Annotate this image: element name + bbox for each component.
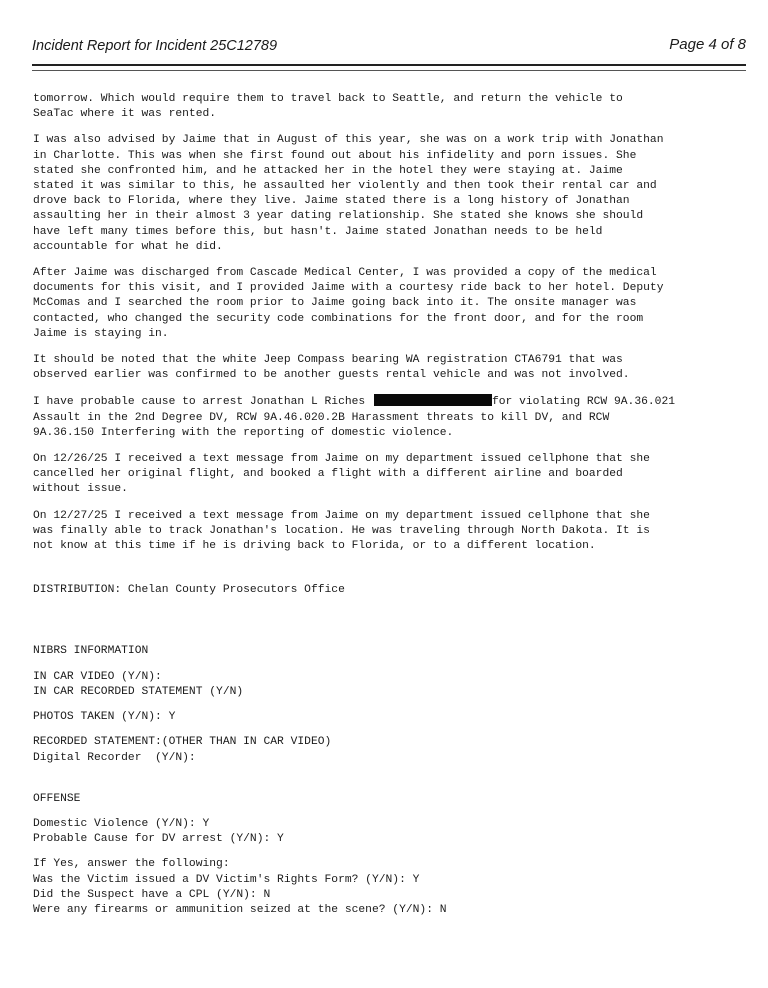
text-line: drove back to Florida, where they live. Jaime stated there is a long history of Jonathan [33, 195, 630, 208]
digital-recorder-field: Digital Recorder (Y/N): [33, 751, 196, 764]
if-yes-line: If Yes, answer the following: [33, 858, 230, 871]
text-line: observed earlier was confirmed to be another guests rental vehicle and was not involved. [33, 369, 630, 382]
text-line [33, 394, 748, 410]
header-rule-thin [32, 70, 746, 71]
narrative-paragraph [33, 266, 748, 342]
suspect-cpl-field: Did the Suspect have a CPL (Y/N): N [33, 888, 271, 901]
narrative-paragraph [33, 92, 748, 122]
in-car-video-field: IN CAR VIDEO (Y/N): [33, 670, 162, 683]
text-line: accountable for what he did. [33, 240, 223, 253]
recorded-statement-field: RECORDED STATEMENT:(OTHER THAN IN CAR VIDEO) [33, 736, 332, 749]
report-header [32, 38, 746, 60]
page-number: Page 4 of 8 [669, 36, 746, 53]
narrative-paragraph [33, 452, 748, 498]
text-line: was finally able to track Jonathan's location. He was traveling through North Dakota. It is [33, 524, 650, 537]
text-line: Assault in the 2nd Degree DV, RCW 9A.46.020.2B Harassment threats to kill DV, and RCW [33, 411, 610, 424]
distribution-line: DISTRIBUTION: Chelan County Prosecutors Office [33, 584, 345, 597]
text-line: tomorrow. Which would require them to travel back to Seattle, and return the vehicle to [33, 93, 623, 105]
domestic-violence-field: Domestic Violence (Y/N): Y [33, 817, 210, 830]
offense-section [33, 792, 748, 918]
text-segment: for violating RCW 9A.36.021 [491, 396, 676, 409]
probable-cause-field: Probable Cause for DV arrest (Y/N): Y [33, 833, 284, 846]
text-line: documents for this visit, and I provided Jaime with a courtesy ride back to her hotel. Deputy [33, 282, 664, 295]
text-line: It should be noted that the white Jeep Compass bearing WA registration CTA6791 that was [33, 354, 623, 367]
text-line: in Charlotte. This was when she first found out about his infidelity and porn issues. She [33, 149, 637, 162]
narrative-paragraph [33, 353, 748, 383]
text-line: cancelled her original flight, and booked a flight with a different airline and boarded [33, 468, 623, 481]
text-line: stated it was similar to this, he assaulted her violently and then took their rental car and [33, 180, 657, 193]
text-line: Jaime is staying in. [33, 327, 169, 340]
text-line: have left many times before this, but hasn't. Jaime stated Jonathan needs to be held [33, 225, 603, 238]
text-line: On 12/26/25 I received a text message from Jaime on my department issued cellphone that she [33, 453, 650, 466]
text-line: McComas and I searched the room prior to Jaime going back into it. The onsite manager was [33, 297, 637, 310]
text-line: I was also advised by Jaime that in August of this year, she was on a work trip with Jonathan [33, 134, 664, 147]
text-line: without issue. [33, 483, 128, 496]
text-line: contacted, who changed the security code combinations for the front door, and for the room [33, 312, 644, 325]
probable-cause-paragraph [33, 394, 748, 441]
nibrs-section [33, 644, 748, 765]
narrative-paragraph [33, 509, 748, 555]
header-rule-thick [32, 64, 746, 66]
nibrs-heading: NIBRS INFORMATION [33, 645, 149, 658]
distribution-section [33, 583, 748, 598]
report-title: Incident Report for Incident 25C12789 [32, 38, 278, 54]
firearms-field: Were any firearms or ammunition seized at the scene? (Y/N): N [33, 903, 447, 916]
text-line: stated she confronted him, and he attacked her in the hotel they were staying at. Jaime [33, 164, 623, 177]
text-line: assaulting her in their almost 3 year dating relationship. She stated she knows she should [33, 210, 644, 223]
text-line: 9A.36.150 Interfering with the reporting of domestic violence. [33, 426, 454, 439]
redaction-bar [374, 394, 492, 406]
text-line: not know at this time if he is driving back to Florida, or to a different location. [33, 540, 596, 553]
text-line: SeaTac where it was rented. [33, 108, 217, 121]
photos-taken-field: PHOTOS TAKEN (Y/N): Y [33, 711, 176, 724]
text-line: After Jaime was discharged from Cascade Medical Center, I was provided a copy of the medical [33, 267, 657, 280]
victim-form-field: Was the Victim issued a DV Victim's Rights Form? (Y/N): Y [33, 873, 420, 886]
text-line: On 12/27/25 I received a text message from Jaime on my department issued cellphone that she [33, 509, 650, 522]
text-segment: I have probable cause to arrest Jonathan L Riches [33, 396, 372, 409]
narrative-paragraph [33, 133, 748, 255]
in-car-statement-field: IN CAR RECORDED STATEMENT (Y/N) [33, 685, 244, 698]
report-body [33, 92, 748, 918]
offense-heading: OFFENSE [33, 792, 81, 805]
